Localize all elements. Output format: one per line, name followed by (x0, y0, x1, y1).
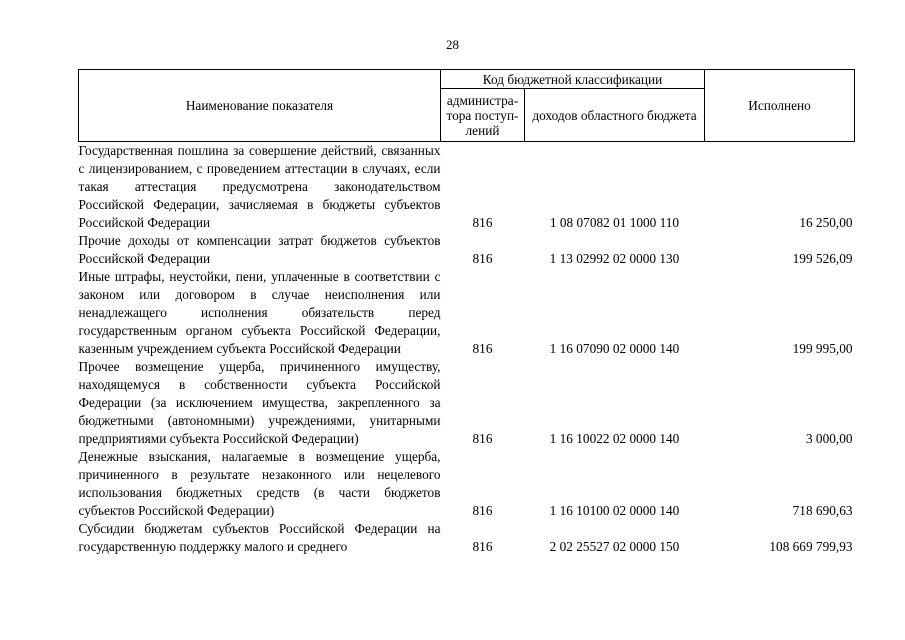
row-name: Субсидии бюджетам субъектов Российской Федерации на государственную поддержку малого и среднего (78, 521, 441, 554)
row-admin-code: 816 (472, 503, 493, 518)
row-name: Иные штрафы, неустойки, пени, уплаченные в соответствии с законом или договором в случае неисполнения или ненадлежащего исполнения обязательств перед государственным органом субъекта Российской Федерации, казенным учреждением субъекта Российской Федерации (78, 269, 441, 356)
table-row (79, 142, 855, 233)
row-amount: 199 995,00 (792, 341, 853, 356)
row-admin-code: 816 (472, 215, 493, 230)
row-amount: 199 526,09 (792, 251, 853, 266)
header-executed: Исполнено (705, 70, 855, 142)
row-admin-code: 816 (472, 539, 493, 554)
header-classification-code: Код бюджетной классификации (441, 70, 705, 89)
table-row (79, 358, 855, 448)
header-regional-income: доходов областного бюджета (525, 89, 705, 142)
row-income-code: 2 02 25527 02 0000 150 (549, 539, 680, 554)
row-income-code: 1 16 10022 02 0000 140 (549, 431, 680, 446)
row-income-code: 1 13 02992 02 0000 130 (549, 251, 680, 266)
header-administrator: администра-тора поступ-лений (441, 89, 525, 142)
row-amount: 718 690,63 (792, 503, 853, 518)
row-name: Государственная пошлина за совершение действий, связанных с лицензированием, с проведением аттестации в случаях, если такая аттестация предусмотрена законодательством Российской Федерации, зачисляемая в бюджеты субъектов Российской Федерации (78, 143, 441, 230)
page-number: 28 (446, 37, 459, 52)
row-name: Прочие доходы от компенсации затрат бюджетов субъектов Российской Федерации (78, 233, 441, 266)
row-income-code: 1 16 10100 02 0000 140 (549, 503, 680, 518)
table-row (79, 268, 855, 358)
table-row (79, 232, 855, 268)
table-row (79, 520, 855, 556)
row-amount: 108 669 799,93 (769, 539, 853, 554)
row-name: Прочее возмещение ущерба, причиненного имуществу, находящемуся в собственности субъекта Российской Федерации (за исключением имущества, закрепленного за бюджетными (автономными) учреждениями, унитарными предприятиями субъекта Российской Федерации) (78, 359, 441, 446)
row-income-code: 1 08 07082 01 1000 110 (549, 215, 680, 230)
row-admin-code: 816 (472, 431, 493, 446)
row-amount: 16 250,00 (799, 215, 853, 230)
row-amount: 3 000,00 (805, 431, 853, 446)
row-income-code: 1 16 07090 02 0000 140 (549, 341, 680, 356)
row-admin-code: 816 (472, 251, 493, 266)
row-name: Денежные взыскания, налагаемые в возмещение ущерба, причиненного в результате незаконного или нецелевого использования бюджетных средств (в части бюджетов субъектов Российской Федерации) (78, 449, 441, 518)
budget-table (78, 69, 855, 556)
row-admin-code: 816 (472, 341, 493, 356)
header-indicator-name: Наименование показателя (79, 70, 441, 142)
table-row (79, 448, 855, 520)
